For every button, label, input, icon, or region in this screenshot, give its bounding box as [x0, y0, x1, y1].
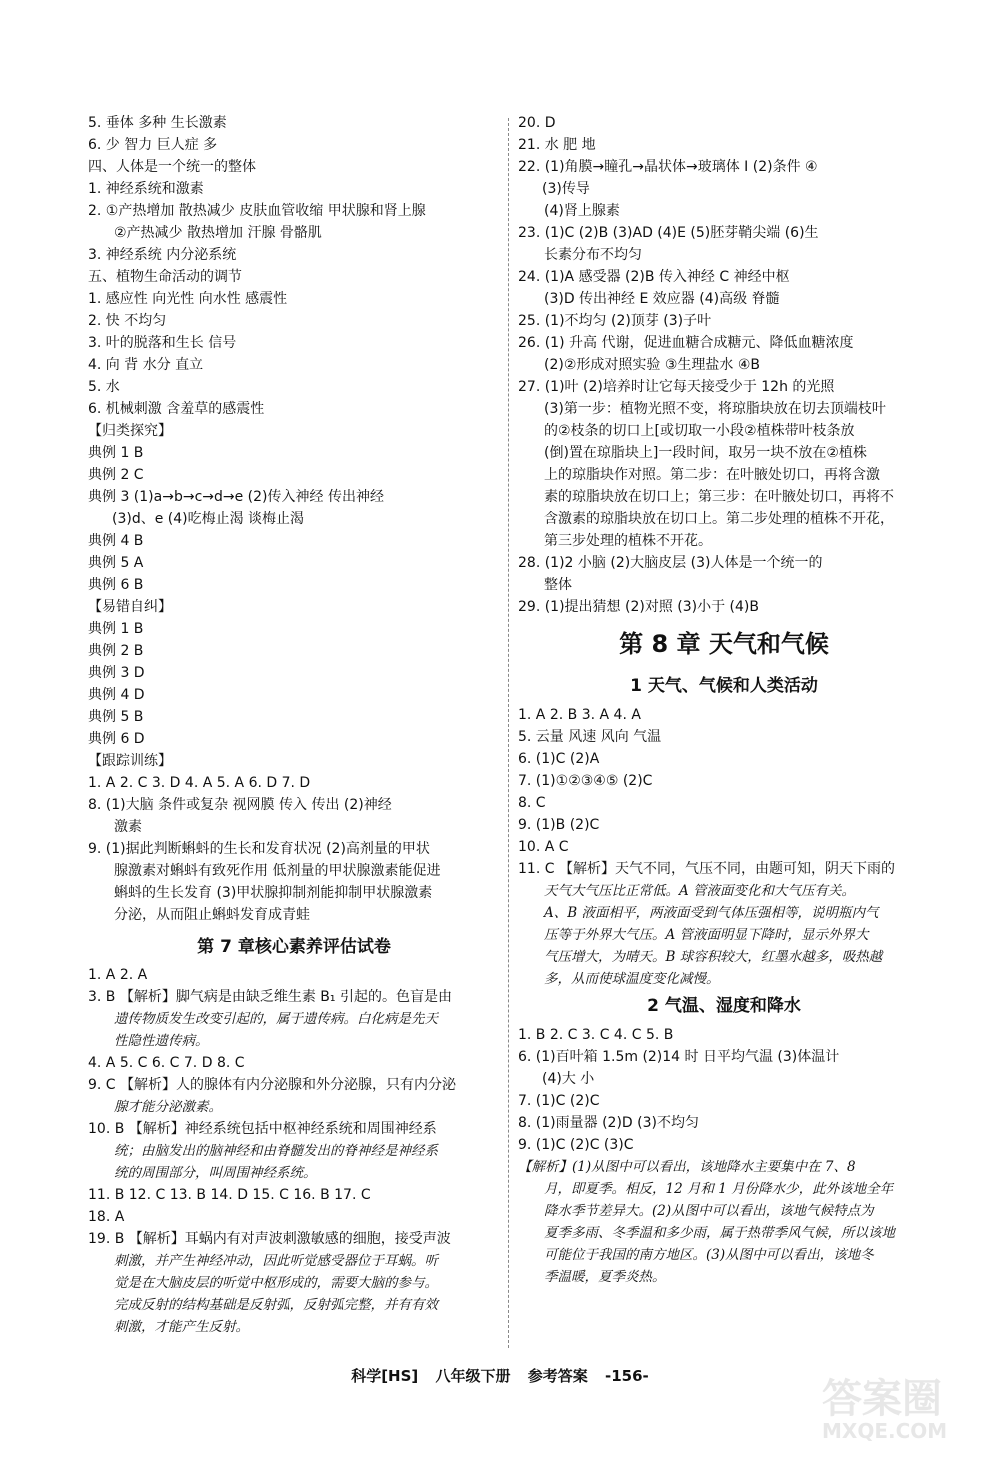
answer-line: 2. 快 不均匀	[88, 313, 167, 329]
answer-line: 18. A	[88, 1209, 125, 1225]
subsection-heading: 2 气温、湿度和降水	[647, 996, 801, 1016]
answer-line: (3)d、e (4)吃梅止渴 谈梅止渴	[112, 511, 305, 527]
answer-line: (倒)置在琼脂块上]一段时间，取另一块不放在②植株	[544, 445, 867, 461]
answer-line: 统；由脑发出的脑神经和由脊髓发出的脊神经是神经系	[114, 1143, 438, 1159]
answer-line: (3)传导	[542, 181, 590, 197]
answer-line: 11. C 【解析】天气不同，气压不同，由题可知，阴天下雨的	[518, 861, 895, 877]
answer-line: 激素	[114, 819, 142, 835]
answer-line: 典例 6 D	[88, 731, 145, 747]
answer-line: 6. 少 智力 巨人症 多	[88, 137, 218, 153]
watermark-text: 答案圈	[822, 1376, 942, 1422]
answer-line: 23. (1)C (2)B (3)AD (4)E (5)胚芽鞘尖端 (6)生	[518, 225, 819, 241]
answer-line: 【归类探究】	[88, 423, 172, 439]
answer-line: 1. 神经系统和激素	[88, 181, 204, 197]
answer-line: 11. B 12. C 13. B 14. D 15. C 16. B 17. C	[88, 1187, 371, 1203]
answer-line: 25. (1)不均匀 (2)顶芽 (3)子叶	[518, 313, 712, 329]
answer-line: 觉是在大脑皮层的听觉中枢形成的，需要大脑的参与。	[114, 1275, 438, 1291]
column-divider	[508, 118, 509, 1348]
answer-line: 上的琼脂块作对照。第二步：在叶腋处切口，再将含激	[544, 467, 880, 483]
answer-line: (2)②形成对照实验 ③生理盐水 ④B	[544, 357, 760, 373]
answer-line: (4)大 小	[542, 1071, 595, 1087]
answer-line: 27. (1)叶 (2)培养时让它每天接受少于 12h 的光照	[518, 379, 835, 395]
answer-line: 6. 机械刺激 含羞草的感震性	[88, 401, 265, 417]
chapter-title: 第 8 章 天气和气候	[619, 630, 829, 658]
answer-line: 五、植物生命活动的调节	[88, 269, 242, 285]
answer-line: 分泌，从而阻止蝌蚪发育成青蛙	[114, 907, 310, 923]
answer-line: ②产热减少 散热增加 汗腺 骨骼肌	[114, 225, 322, 241]
answer-line: 9. (1)C (2)C (3)C	[518, 1137, 634, 1153]
answer-line: 1. A 2. C 3. D 4. A 5. A 6. D 7. D	[88, 775, 311, 791]
answer-line: 4. 向 背 水分 直立	[88, 357, 204, 373]
answer-line: 典例 5 B	[88, 709, 144, 725]
left-column	[88, 112, 500, 1338]
answer-line: 19. B 【解析】耳蜗内有对声波刺激敏感的细胞，接受声波	[88, 1231, 451, 1247]
answer-line: 10. A C	[518, 839, 569, 855]
answer-line: 典例 4 D	[88, 687, 145, 703]
footer-subject: 科学[HS]	[351, 1367, 419, 1385]
answer-line: 22. (1)角膜→瞳孔→晶状体→玻璃体 Ⅰ (2)条件 ④	[518, 159, 818, 175]
answer-line: 素的琼脂块放在切口上；第三步：在叶腋处切口，再将不	[544, 489, 894, 505]
answer-line: (3)第一步：植物光照不变，将琼脂块放在切去顶端枝叶	[544, 401, 886, 417]
answer-line: 【解析】(1)从图中可以看出，该地降水主要集中在 7、8	[518, 1159, 856, 1175]
answer-line: 夏季多雨、冬季温和多少雨，属于热带季风气候，所以该地	[544, 1225, 895, 1241]
answer-line: 长素分布不均匀	[544, 247, 642, 263]
answer-line: 3. B 【解析】脚气病是由缺乏维生素 B₁ 引起的。色盲是由	[88, 989, 452, 1005]
answer-line: 第三步处理的植株不开花。	[544, 533, 712, 549]
answer-line: 典例 1 B	[88, 621, 144, 637]
answer-line: 9. (1)据此判断蝌蚪的生长和发育状况 (2)高剂量的甲状	[88, 841, 430, 857]
answer-line: 季温暖，夏季炎热。	[544, 1269, 666, 1285]
answer-line: 8. (1)雨量器 (2)D (3)不均匀	[518, 1115, 699, 1131]
answer-line: 多，从而使球温度变化减慢。	[544, 971, 720, 987]
answer-line: 1. A 2. A	[88, 967, 148, 983]
answer-line: 【跟踪训练】	[88, 753, 172, 769]
answer-line: 26. (1) 升高 代谢，促进血糖合成糖元、降低血糖浓度	[518, 335, 854, 351]
answer-line: 24. (1)A 感受器 (2)B 传入神经 C 神经中枢	[518, 269, 790, 285]
answer-line: 刺激，才能产生反射。	[114, 1319, 249, 1335]
answer-line: 性隐性遗传病。	[114, 1033, 209, 1049]
footer-grade: 八年级下册	[435, 1367, 511, 1385]
answer-line: 5. 云量 风速 风向 气温	[518, 729, 662, 745]
answer-line: 降水季节差异大。(2)从图中可以看出，该地气候特点为	[544, 1203, 874, 1219]
answer-line: 蝌蚪的生长发育 (3)甲状腺抑制剂能抑制甲状腺激素	[114, 885, 433, 901]
answer-line: 遗传物质发生改变引起的，属于遗传病。白化病是先天	[114, 1011, 438, 1027]
answer-line: 压等于外界大气压。A 管液面明显下降时，显示外界大	[544, 927, 869, 943]
answer-line: 典例 3 D	[88, 665, 145, 681]
answer-line: 10. B 【解析】神经系统包括中枢神经系统和周围神经系	[88, 1121, 437, 1137]
answer-line: 1. 感应性 向光性 向水性 感震性	[88, 291, 288, 307]
answer-line: 20. D	[518, 115, 556, 131]
answer-line: 9. C 【解析】人的腺体有内分泌腺和外分泌腺，只有内分泌	[88, 1077, 457, 1093]
answer-line: 的②枝条的切口上[或切取一小段②植株带叶枝条放	[544, 423, 855, 439]
answer-line: 四、人体是一个统一的整体	[88, 159, 256, 175]
answer-line: 腺才能分泌激素。	[114, 1099, 222, 1115]
answer-line: 含激素的琼脂块放在切口上。第二步处理的植株不开花，	[544, 511, 894, 527]
answer-line: 6. (1)百叶箱 1.5m (2)14 时 日平均气温 (3)体温计	[518, 1049, 840, 1065]
watermark-url: MXQE.COM	[822, 1419, 948, 1443]
answer-line: 【易错自纠】	[88, 599, 172, 615]
answer-line: 典例 5 A	[88, 555, 144, 571]
answer-line: (4)肾上腺素	[544, 203, 620, 219]
answer-line: 7. (1)①②③④⑤ (2)C	[518, 773, 653, 789]
answer-line: 2. ①产热增加 散热减少 皮肤血管收缩 甲状腺和肾上腺	[88, 203, 426, 219]
answer-line: 天气大气压比正常低。A 管液面变化和大气压有关。	[544, 883, 856, 899]
answer-line: 28. (1)2 小脑 (2)大脑皮层 (3)人体是一个统一的	[518, 555, 823, 571]
answer-line: 整体	[544, 577, 572, 593]
footer-section: 参考答案	[527, 1367, 588, 1385]
answer-line: 典例 6 B	[88, 577, 144, 593]
answer-line: 典例 1 B	[88, 445, 144, 461]
answer-line: 4. A 5. C 6. C 7. D 8. C	[88, 1055, 245, 1071]
answer-line: 可能位于我国的南方地区。(3)从图中可以看出，该地冬	[544, 1247, 874, 1263]
answer-line: A、B 液面相平，两液面受到气体压强相等，说明瓶内气	[544, 905, 879, 921]
answer-line: 腺激素对蝌蚪有致死作用 低剂量的甲状腺激素能促进	[114, 863, 441, 879]
answer-line: 5. 垂体 多种 生长激素	[88, 115, 227, 131]
answer-line: 29. (1)提出猜想 (2)对照 (3)小于 (4)B	[518, 599, 759, 615]
answer-line: 5. 水	[88, 379, 120, 395]
answer-line: 6. (1)C (2)A	[518, 751, 600, 767]
answer-line: 1. A 2. B 3. A 4. A	[518, 707, 641, 723]
answer-line: 9. (1)B (2)C	[518, 817, 600, 833]
answer-line: 7. (1)C (2)C	[518, 1093, 600, 1109]
right-column	[518, 112, 930, 1288]
answer-line: (3)D 传出神经 E 效应器 (4)高级 脊髓	[544, 291, 780, 307]
answer-line: 典例 4 B	[88, 533, 144, 549]
answer-line: 3. 神经系统 内分泌系统	[88, 247, 237, 263]
answer-line: 3. 叶的脱落和生长 信号	[88, 335, 237, 351]
answer-line: 典例 2 C	[88, 467, 144, 483]
answer-line: 月，即夏季。相反，12 月和 1 月份降水少，此外该地全年	[544, 1181, 894, 1197]
answer-line: 完成反射的结构基础是反射弧，反射弧完整，并有有效	[114, 1297, 438, 1313]
section-heading: 第 7 章核心素养评估试卷	[197, 937, 391, 957]
answer-line: 气压增大，为晴天。B 球容积较大，红墨水越多，吸热越	[544, 949, 883, 965]
answer-line: 典例 3 (1)a→b→c→d→e (2)传入神经 传出神经	[88, 489, 384, 505]
answer-line: 8. C	[518, 795, 546, 811]
answer-line: 8. (1)大脑 条件或复杂 视网膜 传入 传出 (2)神经	[88, 797, 392, 813]
answer-line: 21. 水 肥 地	[518, 137, 596, 153]
answer-line: 刺激，并产生神经冲动，因此听觉感受器位于耳蜗。听	[114, 1253, 438, 1269]
watermark-logo	[822, 1378, 972, 1450]
page-number: -156-	[605, 1367, 649, 1385]
subsection-heading: 1 天气、气候和人类活动	[630, 676, 818, 696]
answer-line: 统的周围部分，叫周围神经系统。	[114, 1165, 317, 1181]
answer-line: 1. B 2. C 3. C 4. C 5. B	[518, 1027, 674, 1043]
answer-line: 典例 2 B	[88, 643, 144, 659]
